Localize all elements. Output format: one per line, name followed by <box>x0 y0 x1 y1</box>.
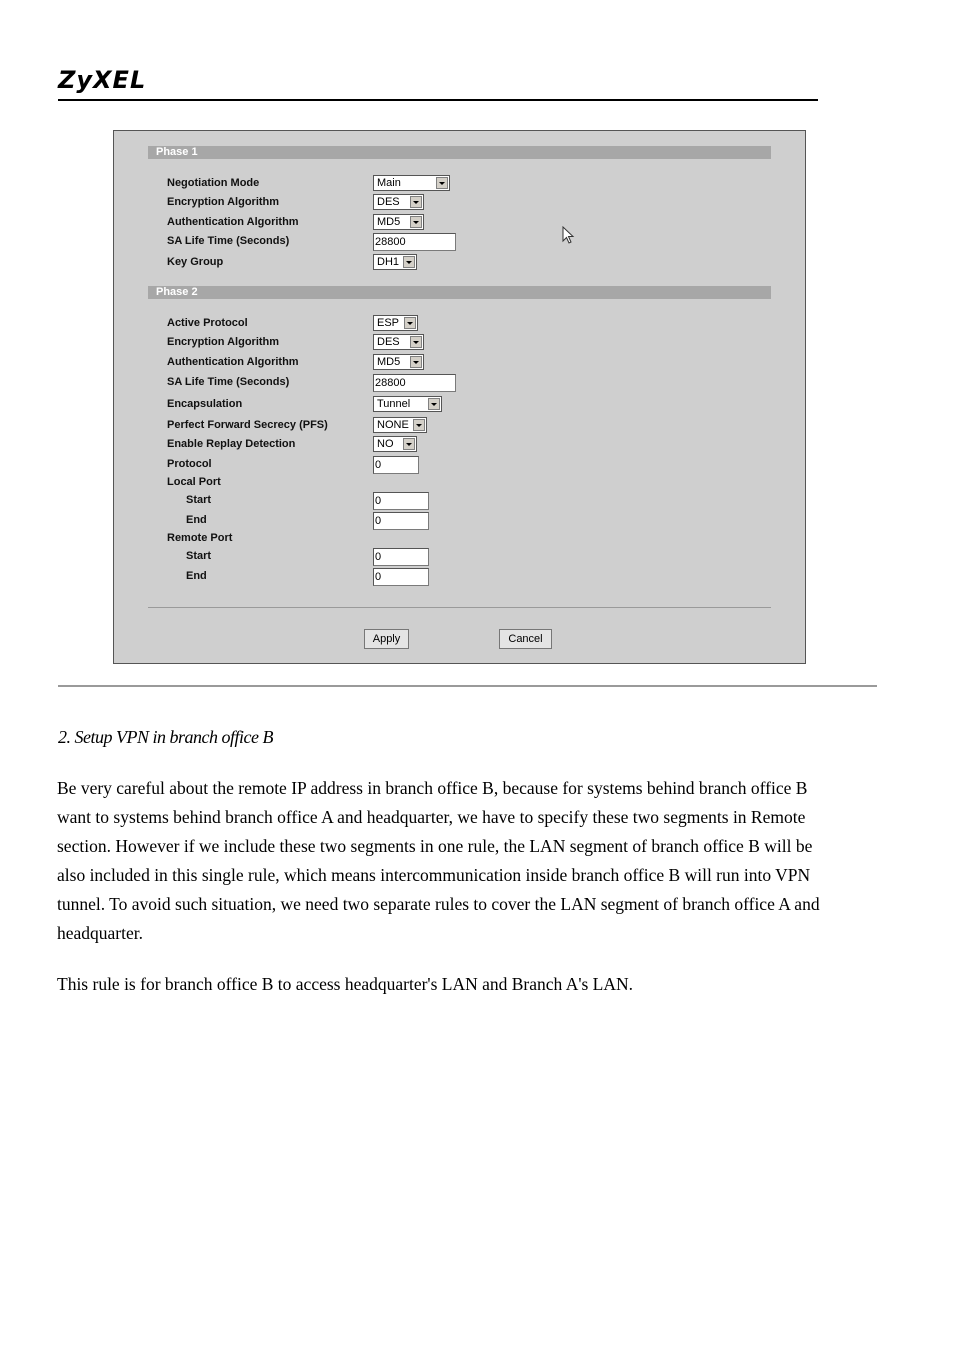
phase1-negotiation-mode-row <box>114 174 805 194</box>
field-label: Negotiation Mode <box>167 177 260 189</box>
select-value: Tunnel <box>377 398 411 410</box>
field-label: Perfect Forward Secrecy (PFS) <box>167 419 328 431</box>
vpn-rule-form-screenshot <box>113 130 806 664</box>
phase1-key-group-row <box>114 253 805 273</box>
phase1-encryption-select[interactable] <box>373 194 424 210</box>
dropdown-arrow-icon[interactable] <box>413 419 425 431</box>
phase1-authentication-row <box>114 213 805 233</box>
dropdown-arrow-icon[interactable] <box>410 356 422 368</box>
local-port-start-input[interactable]: 0 <box>373 492 429 510</box>
body-paragraph-1 <box>57 774 867 948</box>
replay-detection-select[interactable] <box>373 436 417 452</box>
dropdown-arrow-icon[interactable] <box>404 317 416 329</box>
select-value: DES <box>377 196 400 208</box>
apply-button[interactable]: Apply <box>364 629 409 649</box>
local-port-end-row <box>114 511 805 531</box>
field-label: Authentication Algorithm <box>167 356 299 368</box>
phase1-sa-life-input[interactable]: 28800 <box>373 233 456 251</box>
phase1-sa-life-row <box>114 232 805 252</box>
remote-port-heading-row <box>114 529 805 549</box>
phase1-encryption-row <box>114 193 805 213</box>
field-label: Start <box>186 550 212 562</box>
phase2-authentication-select[interactable] <box>373 354 424 370</box>
select-value: MD5 <box>377 356 401 368</box>
field-label: Encryption Algorithm <box>167 336 280 348</box>
field-label: Start <box>186 494 212 506</box>
phase1-header: Phase 1 <box>148 146 771 159</box>
field-label: Key Group <box>167 256 224 268</box>
select-value: Main <box>377 177 401 189</box>
para-line: section. However if we include these two segments in one rule, the LAN segment of branch office B will be <box>57 836 813 856</box>
para-line: want to systems behind branch office A and headquarter, we have to specify these two segments in Remote <box>57 807 806 827</box>
para-line: also included in this single rule, which means intercommunication inside branch office B will run into VPN <box>57 865 811 885</box>
pfs-row <box>114 416 805 436</box>
select-value: DH1 <box>377 256 400 268</box>
zyxel-logo: ZyXEL <box>58 66 147 94</box>
section-rule <box>58 685 877 687</box>
field-label: Protocol <box>167 458 212 470</box>
key-group-select[interactable] <box>373 254 417 270</box>
dropdown-arrow-icon[interactable] <box>410 216 422 228</box>
field-label: End <box>186 570 207 582</box>
dropdown-arrow-icon[interactable] <box>403 438 415 450</box>
phase2-authentication-row <box>114 353 805 373</box>
field-label: Encryption Algorithm <box>167 196 280 208</box>
select-value: DES <box>377 336 400 348</box>
field-label: End <box>186 514 207 526</box>
encapsulation-select[interactable] <box>373 396 442 412</box>
remote-port-end-input[interactable]: 0 <box>373 568 429 586</box>
dropdown-arrow-icon[interactable] <box>410 336 422 348</box>
para-line: Be very careful about the remote IP address in branch office B, because for systems behind branch office B <box>57 778 808 798</box>
para-line: tunnel. To avoid such situation, we need two separate rules to cover the LAN segment of branch office A and <box>57 894 820 914</box>
active-protocol-row <box>114 314 805 334</box>
select-value: MD5 <box>377 216 401 228</box>
active-protocol-select[interactable] <box>373 315 418 331</box>
header-rule <box>58 99 818 101</box>
dropdown-arrow-icon[interactable] <box>410 196 422 208</box>
phase1-authentication-select[interactable] <box>373 214 424 230</box>
protocol-input[interactable]: 0 <box>373 456 419 474</box>
field-label: Enable Replay Detection <box>167 438 296 450</box>
local-port-start-row <box>114 491 805 511</box>
select-value: NONE <box>377 419 409 431</box>
form-divider <box>148 607 771 608</box>
field-label: SA Life Time (Seconds) <box>167 376 290 388</box>
mouse-cursor-icon <box>562 226 576 246</box>
local-port-heading-row <box>114 473 805 493</box>
select-value: ESP <box>377 317 400 329</box>
cancel-button[interactable]: Cancel <box>499 629 552 649</box>
protocol-row <box>114 455 805 475</box>
remote-port-end-row <box>114 567 805 587</box>
remote-port-start-input[interactable]: 0 <box>373 548 429 566</box>
field-label: SA Life Time (Seconds) <box>167 235 290 247</box>
dropdown-arrow-icon[interactable] <box>403 256 415 268</box>
local-port-end-input[interactable]: 0 <box>373 512 429 530</box>
field-label: Active Protocol <box>167 317 248 329</box>
section-title: 2. Setup VPN in branch office B <box>58 727 273 747</box>
local-port-label: Local Port <box>167 476 221 488</box>
replay-detection-row <box>114 435 805 455</box>
dropdown-arrow-icon[interactable] <box>436 177 448 189</box>
para-line: headquarter. <box>57 923 143 943</box>
remote-port-start-row <box>114 547 805 567</box>
phase2-sa-life-input[interactable]: 28800 <box>373 374 456 392</box>
field-label: Encapsulation <box>167 398 243 410</box>
body-paragraph-2: This rule is for branch office B to access headquarter's LAN and Branch A's LAN. <box>57 974 634 994</box>
phase2-sa-life-row <box>114 373 805 393</box>
negotiation-mode-select[interactable] <box>373 175 450 191</box>
pfs-select[interactable] <box>373 417 427 433</box>
phase2-encryption-select[interactable] <box>373 334 424 350</box>
encapsulation-row <box>114 395 805 415</box>
select-value: NO <box>377 438 394 450</box>
dropdown-arrow-icon[interactable] <box>428 398 440 410</box>
field-label: Authentication Algorithm <box>167 216 299 228</box>
phase2-encryption-row <box>114 333 805 353</box>
remote-port-label: Remote Port <box>167 532 233 544</box>
phase2-header: Phase 2 <box>148 286 771 299</box>
